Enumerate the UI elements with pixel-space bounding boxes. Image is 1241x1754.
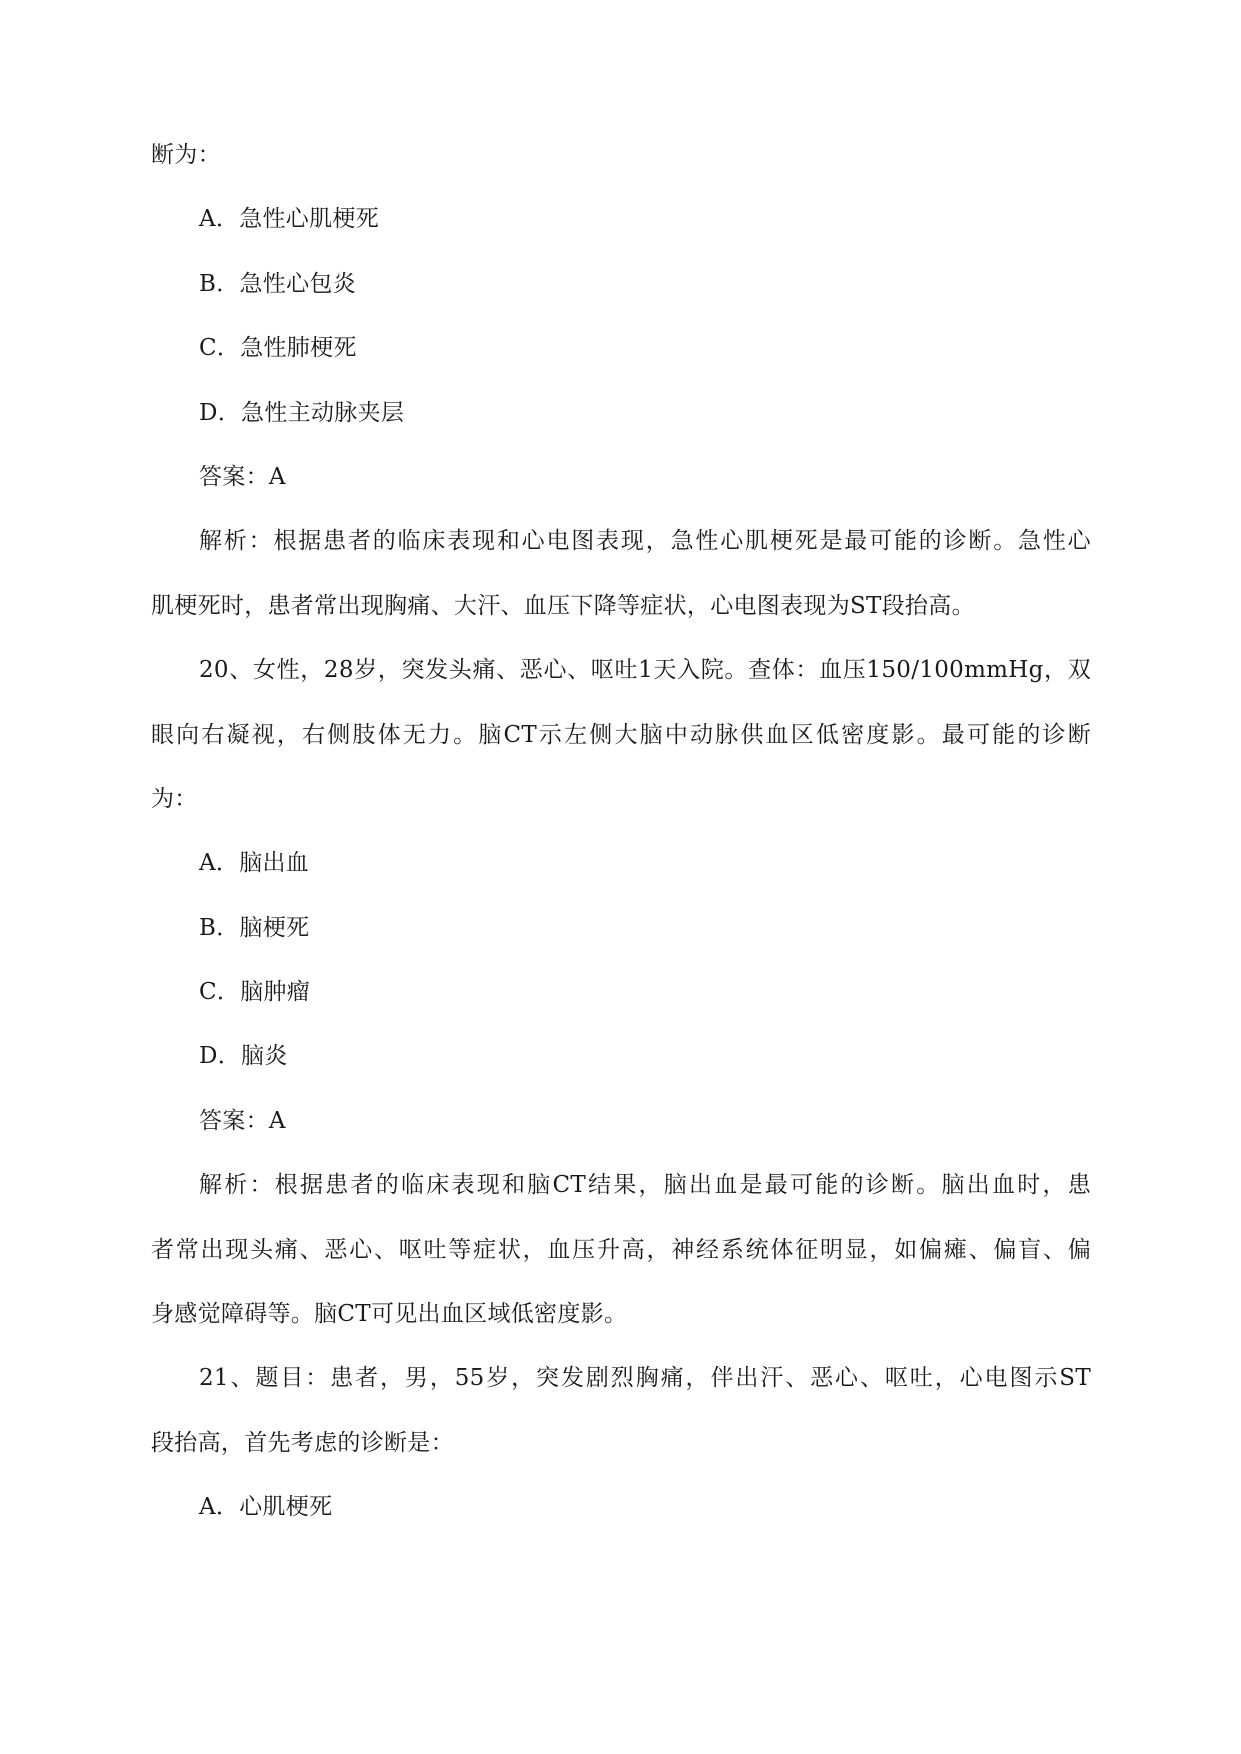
question-line: 为： bbox=[151, 785, 198, 812]
answer: 答案：A bbox=[199, 463, 286, 490]
option-a: A．急性心肌梗死 bbox=[199, 206, 380, 233]
text-line: 断为： bbox=[151, 142, 221, 168]
analysis-line: 肌梗死时，患者常出现胸痛、大汗、血压下降等症状，心电图表现为ST段抬高。 bbox=[151, 592, 975, 619]
analysis-line: 身感觉障碍等。脑CT可见出血区域低密度影。 bbox=[151, 1301, 628, 1328]
option-c: C．急性肺梗死 bbox=[199, 335, 357, 362]
option-a: A．脑出血 bbox=[199, 850, 310, 877]
option-c: C．脑肿瘤 bbox=[199, 979, 311, 1006]
option-b: B．脑梗死 bbox=[199, 914, 310, 941]
analysis-line: 解析：根据患者的临床表现和脑CT结果，脑出血是最可能的诊断。脑出血时，患 bbox=[199, 1172, 1091, 1199]
document-page bbox=[151, 140, 1091, 1557]
answer: 答案：A bbox=[199, 1107, 286, 1134]
option-d: D．急性主动脉夹层 bbox=[199, 399, 405, 426]
question-line: 眼向右凝视，右侧肢体无力。脑CT示左侧大脑中动脉供血区低密度影。最可能的诊断 bbox=[151, 721, 1091, 748]
analysis-line: 解析：根据患者的临床表现和心电图表现，急性心肌梗死是最可能的诊断。急性心 bbox=[199, 528, 1091, 555]
option-a: A．心肌梗死 bbox=[199, 1494, 333, 1521]
analysis-line: 者常出现头痛、恶心、呕吐等症状，血压升高，神经系统体征明显，如偏瘫、偏盲、偏 bbox=[151, 1236, 1091, 1263]
question-line: 20、女性，28岁，突发头痛、恶心、呕吐1天入院。查体：血压150/100mmHg，双 bbox=[199, 657, 1091, 684]
option-b: B．急性心包炎 bbox=[199, 270, 357, 297]
question-line: 段抬高，首先考虑的诊断是： bbox=[151, 1429, 454, 1456]
question-line: 21、题目：患者，男，55岁，突发剧烈胸痛，伴出汗、恶心、呕吐，心电图示ST bbox=[199, 1365, 1091, 1392]
option-d: D．脑炎 bbox=[199, 1043, 288, 1070]
